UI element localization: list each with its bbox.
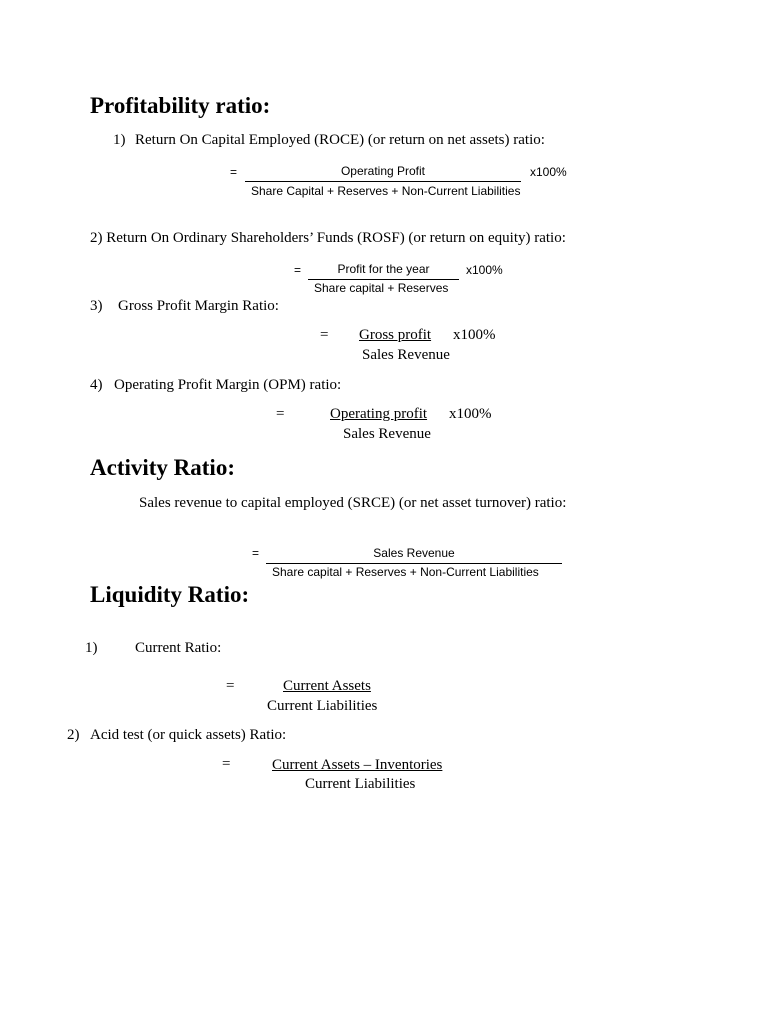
roce-label: Return On Capital Employed (ROCE) (or return on net assets) ratio: [135, 132, 545, 148]
gpm-equals: = [320, 327, 329, 343]
liquidity-heading: Liquidity Ratio: [90, 582, 250, 607]
acid-number: 2) [67, 727, 80, 743]
gpm-multiplier: x100% [453, 327, 496, 343]
current-numerator: Current Assets [283, 678, 371, 694]
opm-multiplier: x100% [449, 406, 492, 422]
opm-number: 4) [90, 377, 103, 393]
srce-equals: = [252, 546, 260, 560]
current-label: Current Ratio: [135, 640, 222, 656]
activity-heading: Activity Ratio: [90, 455, 235, 480]
profitability-heading: Profitability ratio: [90, 93, 271, 118]
srce-label: Sales revenue to capital employed (SRCE) (or net asset turnover) ratio: [139, 495, 567, 511]
rosf-denominator: Share capital + Reserves [314, 281, 449, 295]
roce-multiplier: x100% [530, 165, 567, 179]
rosf-numerator: Profit for the year [337, 262, 430, 276]
rosf-equals: = [294, 263, 302, 277]
opm-denominator: Sales Revenue [343, 426, 431, 442]
roce-numerator: Operating Profit [340, 164, 426, 178]
gpm-label: Gross Profit Margin Ratio: [118, 298, 279, 314]
acid-label: Acid test (or quick assets) Ratio: [90, 727, 287, 743]
opm-numerator: Operating profit [330, 406, 428, 422]
srce-fraction-bar [266, 563, 562, 564]
gpm-number: 3) [90, 298, 103, 314]
rosf-multiplier: x100% [466, 263, 503, 277]
roce-equals: = [230, 165, 238, 179]
current-equals: = [226, 678, 235, 694]
roce-number: 1) [113, 132, 126, 148]
acid-denominator: Current Liabilities [305, 776, 416, 792]
roce-denominator: Share Capital + Reserves + Non-Current Liabilities [251, 184, 521, 198]
srce-numerator: Sales Revenue [373, 546, 455, 560]
gpm-denominator: Sales Revenue [362, 347, 450, 363]
srce-denominator: Share capital + Reserves + Non-Current Liabilities [272, 565, 539, 579]
current-number: 1) [85, 640, 98, 656]
rosf-fraction-bar [308, 279, 459, 280]
acid-numerator: Current Assets – Inventories [272, 757, 443, 773]
roce-fraction-bar [245, 181, 521, 182]
rosf-label: 2) Return On Ordinary Shareholders’ Funds (ROSF) (or return on equity) ratio: [90, 230, 566, 246]
opm-label: Operating Profit Margin (OPM) ratio: [114, 377, 342, 393]
opm-equals: = [276, 406, 285, 422]
gpm-numerator: Gross profit [359, 327, 432, 343]
acid-equals: = [222, 756, 231, 772]
current-denominator: Current Liabilities [267, 698, 378, 714]
